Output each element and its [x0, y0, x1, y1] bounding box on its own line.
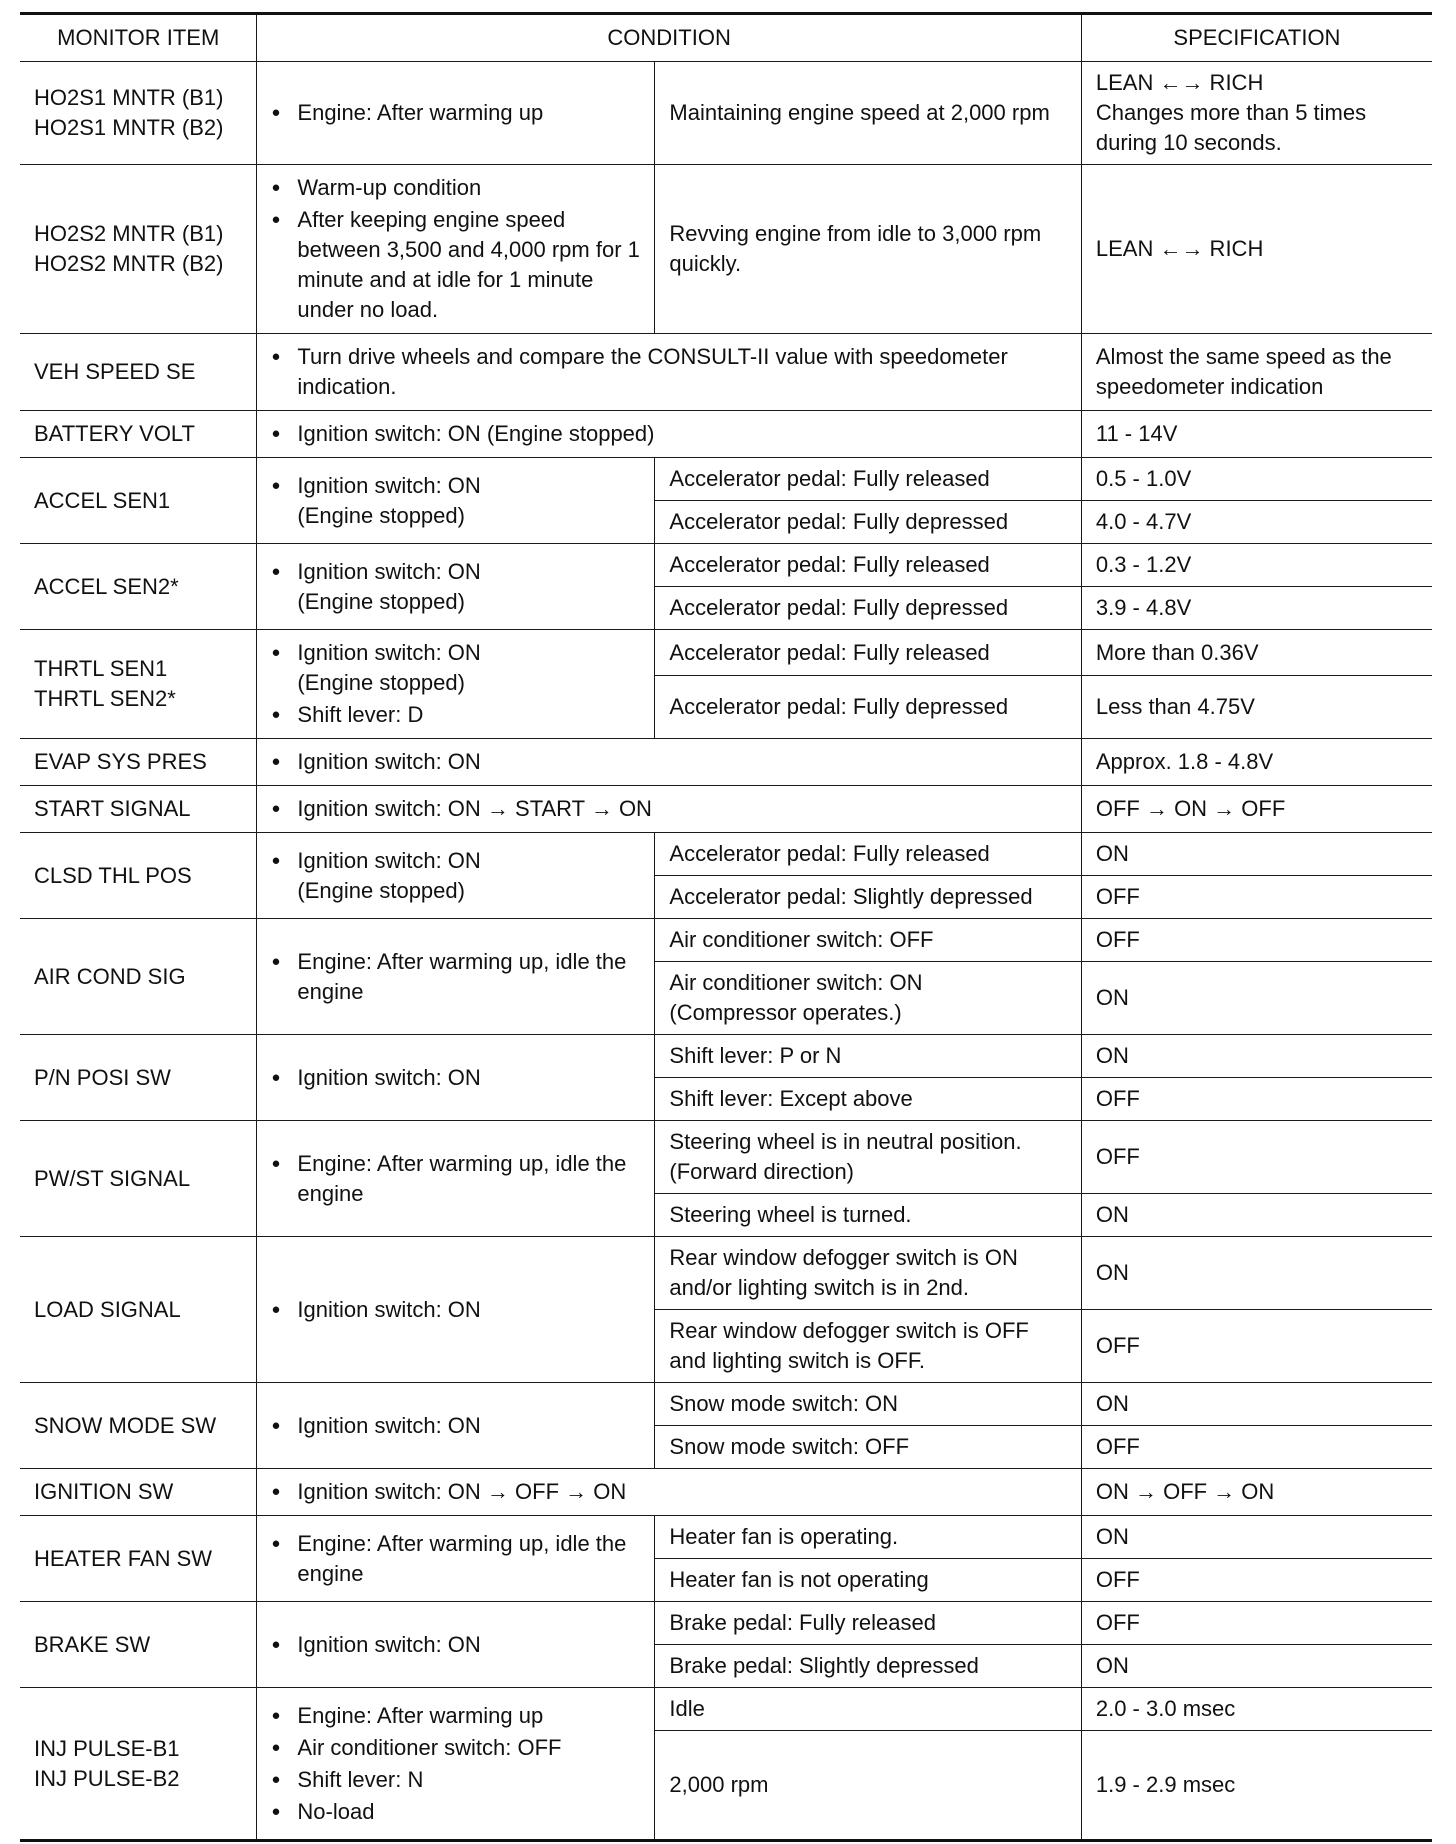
condition-main — [257, 458, 655, 544]
condition-bullet: ● No-load — [271, 1797, 640, 1827]
specification: ON — [1081, 1645, 1432, 1688]
condition-bullet: ● Ignition switch: ON (Engine stopped) — [271, 471, 640, 531]
condition-main — [257, 1602, 655, 1688]
condition-main — [257, 1383, 655, 1469]
condition-sub: Accelerator pedal: Fully depressed — [655, 587, 1081, 630]
monitor-item: ACCEL SEN1 — [20, 458, 257, 544]
specification: Approx. 1.8 - 4.8V — [1081, 739, 1432, 786]
table-row — [20, 833, 1432, 876]
table-row — [20, 1121, 1432, 1194]
monitor-item: CLSD THL POS — [20, 833, 257, 919]
table-row — [20, 1035, 1432, 1078]
specification: LEAN ←→ RICH Changes more than 5 times during 10 seconds. — [1081, 62, 1432, 165]
monitor-item: START SIGNAL — [20, 786, 257, 833]
monitor-item: AIR COND SIG — [20, 919, 257, 1035]
condition-bullet: ● Ignition switch: ON (Engine stopped) — [271, 419, 1066, 449]
condition-sub: Accelerator pedal: Fully released — [655, 833, 1081, 876]
specification: 3.9 - 4.8V — [1081, 587, 1432, 630]
condition-main — [257, 62, 655, 165]
condition-main — [257, 1688, 655, 1841]
monitor-item: PW/ST SIGNAL — [20, 1121, 257, 1237]
specification: OFF — [1081, 919, 1432, 962]
condition-bullet: ● Engine: After warming up, idle the engine — [271, 1149, 640, 1209]
specification: 2.0 - 3.0 msec — [1081, 1688, 1432, 1731]
condition-bullet: ● Ignition switch: ON → START → ON — [271, 794, 1066, 824]
condition-sub: Accelerator pedal: Fully depressed — [655, 676, 1081, 739]
condition-sub: 2,000 rpm — [655, 1731, 1081, 1841]
condition-sub: Idle — [655, 1688, 1081, 1731]
table-row — [20, 786, 1432, 833]
table-row — [20, 739, 1432, 786]
specification: ON — [1081, 1035, 1432, 1078]
specification: ON → OFF → ON — [1081, 1469, 1432, 1516]
condition-bullet: ● Ignition switch: ON — [271, 1295, 640, 1325]
specification: LEAN ←→ RICH — [1081, 165, 1432, 334]
specification: OFF — [1081, 1602, 1432, 1645]
condition-sub: Shift lever: P or N — [655, 1035, 1081, 1078]
header-specification: SPECIFICATION — [1081, 14, 1432, 62]
monitor-item: SNOW MODE SW — [20, 1383, 257, 1469]
condition-sub: Snow mode switch: OFF — [655, 1426, 1081, 1469]
header-monitor-item: MONITOR ITEM — [20, 14, 257, 62]
specification: OFF → ON → OFF — [1081, 786, 1432, 833]
specification: ON — [1081, 1383, 1432, 1426]
condition-main — [257, 630, 655, 739]
condition-sub: Air conditioner switch: OFF — [655, 919, 1081, 962]
condition-bullet: ● Engine: After warming up — [271, 1701, 640, 1731]
specification: ON — [1081, 1516, 1432, 1559]
condition-bullet: ● Turn drive wheels and compare the CONSULT-II value with speedometer indication. — [271, 342, 1066, 402]
specification: Less than 4.75V — [1081, 676, 1432, 739]
monitor-item: HO2S2 MNTR (B1) HO2S2 MNTR (B2) — [20, 165, 257, 334]
condition-main — [257, 411, 1081, 458]
monitor-item: BATTERY VOLT — [20, 411, 257, 458]
specification: 4.0 - 4.7V — [1081, 501, 1432, 544]
condition-sub: Shift lever: Except above — [655, 1078, 1081, 1121]
condition-bullet: ● Engine: After warming up — [271, 98, 640, 128]
condition-sub: Brake pedal: Slightly depressed — [655, 1645, 1081, 1688]
condition-bullet: ● Engine: After warming up, idle the engine — [271, 1529, 640, 1589]
specification: More than 0.36V — [1081, 630, 1432, 676]
condition-main — [257, 919, 655, 1035]
table-row — [20, 919, 1432, 962]
condition-sub: Maintaining engine speed at 2,000 rpm — [655, 62, 1081, 165]
condition-bullet: ● Shift lever: D — [271, 700, 640, 730]
table-row — [20, 544, 1432, 587]
condition-bullet: ● Ignition switch: ON (Engine stopped) — [271, 557, 640, 617]
condition-sub: Snow mode switch: ON — [655, 1383, 1081, 1426]
table-row — [20, 1602, 1432, 1645]
monitor-item: THRTL SEN1 THRTL SEN2* — [20, 630, 257, 739]
condition-bullet: ● Ignition switch: ON — [271, 1411, 640, 1441]
specification: Almost the same speed as the speedometer indication — [1081, 334, 1432, 411]
condition-sub: Heater fan is not operating — [655, 1559, 1081, 1602]
specification: ON — [1081, 1194, 1432, 1237]
condition-bullet: ● Ignition switch: ON — [271, 1063, 640, 1093]
condition-main — [257, 1121, 655, 1237]
condition-bullet: ● Engine: After warming up, idle the engine — [271, 947, 640, 1007]
table-row — [20, 334, 1432, 411]
condition-sub: Steering wheel is turned. — [655, 1194, 1081, 1237]
specification: OFF — [1081, 1426, 1432, 1469]
condition-main — [257, 833, 655, 919]
condition-sub: Revving engine from idle to 3,000 rpm quickly. — [655, 165, 1081, 334]
table-row — [20, 1469, 1432, 1516]
condition-sub: Heater fan is operating. — [655, 1516, 1081, 1559]
condition-bullet: ● Air conditioner switch: OFF — [271, 1733, 640, 1763]
condition-main — [257, 1516, 655, 1602]
condition-sub: Accelerator pedal: Fully released — [655, 630, 1081, 676]
table-row — [20, 411, 1432, 458]
table-row — [20, 165, 1432, 334]
monitor-item: HO2S1 MNTR (B1) HO2S1 MNTR (B2) — [20, 62, 257, 165]
monitor-item: BRAKE SW — [20, 1602, 257, 1688]
monitor-item: P/N POSI SW — [20, 1035, 257, 1121]
condition-main — [257, 165, 655, 334]
monitor-item: INJ PULSE-B1 INJ PULSE-B2 — [20, 1688, 257, 1841]
specification: OFF — [1081, 1121, 1432, 1194]
specification: ON — [1081, 962, 1432, 1035]
table-row — [20, 458, 1432, 501]
specification: 1.9 - 2.9 msec — [1081, 1731, 1432, 1841]
condition-sub: Rear window defogger switch is OFF and lighting switch is OFF. — [655, 1310, 1081, 1383]
condition-sub: Rear window defogger switch is ON and/or lighting switch is in 2nd. — [655, 1237, 1081, 1310]
condition-bullet: ● After keeping engine speed between 3,500 and 4,000 rpm for 1 minute and at idle for 1 minute under no load. — [271, 205, 640, 325]
header-condition: CONDITION — [257, 14, 1081, 62]
specification: OFF — [1081, 1078, 1432, 1121]
condition-sub: Accelerator pedal: Slightly depressed — [655, 876, 1081, 919]
condition-sub: Accelerator pedal: Fully released — [655, 544, 1081, 587]
specification: 0.3 - 1.2V — [1081, 544, 1432, 587]
specification: 0.5 - 1.0V — [1081, 458, 1432, 501]
condition-bullet: ● Ignition switch: ON (Engine stopped) — [271, 638, 640, 698]
condition-sub: Accelerator pedal: Fully depressed — [655, 501, 1081, 544]
monitor-spec-table — [20, 12, 1432, 1842]
condition-sub: Air conditioner switch: ON (Compressor operates.) — [655, 962, 1081, 1035]
monitor-item: VEH SPEED SE — [20, 334, 257, 411]
condition-main — [257, 1237, 655, 1383]
monitor-item: ACCEL SEN2* — [20, 544, 257, 630]
specification: 11 - 14V — [1081, 411, 1432, 458]
condition-main — [257, 1035, 655, 1121]
monitor-item: IGNITION SW — [20, 1469, 257, 1516]
header-row — [20, 14, 1432, 62]
condition-main — [257, 334, 1081, 411]
condition-main — [257, 786, 1081, 833]
condition-bullet: ● Warm-up condition — [271, 173, 640, 203]
condition-main — [257, 544, 655, 630]
condition-main — [257, 1469, 1081, 1516]
table-row — [20, 62, 1432, 165]
specification: OFF — [1081, 1310, 1432, 1383]
table-row — [20, 1688, 1432, 1731]
table-row — [20, 630, 1432, 676]
specification: ON — [1081, 833, 1432, 876]
condition-sub: Accelerator pedal: Fully released — [655, 458, 1081, 501]
condition-sub: Steering wheel is in neutral position. (Forward direction) — [655, 1121, 1081, 1194]
condition-bullet: ● Shift lever: N — [271, 1765, 640, 1795]
specification: OFF — [1081, 1559, 1432, 1602]
specification: ON — [1081, 1237, 1432, 1310]
condition-bullet: ● Ignition switch: ON — [271, 1630, 640, 1660]
monitor-item: LOAD SIGNAL — [20, 1237, 257, 1383]
condition-main — [257, 739, 1081, 786]
condition-bullet: ● Ignition switch: ON — [271, 747, 1066, 777]
specification: OFF — [1081, 876, 1432, 919]
condition-bullet: ● Ignition switch: ON (Engine stopped) — [271, 846, 640, 906]
table-row — [20, 1237, 1432, 1310]
table-row — [20, 1383, 1432, 1426]
condition-bullet: ● Ignition switch: ON → OFF → ON — [271, 1477, 1066, 1507]
table-row — [20, 1516, 1432, 1559]
monitor-item: HEATER FAN SW — [20, 1516, 257, 1602]
monitor-item: EVAP SYS PRES — [20, 739, 257, 786]
condition-sub: Brake pedal: Fully released — [655, 1602, 1081, 1645]
